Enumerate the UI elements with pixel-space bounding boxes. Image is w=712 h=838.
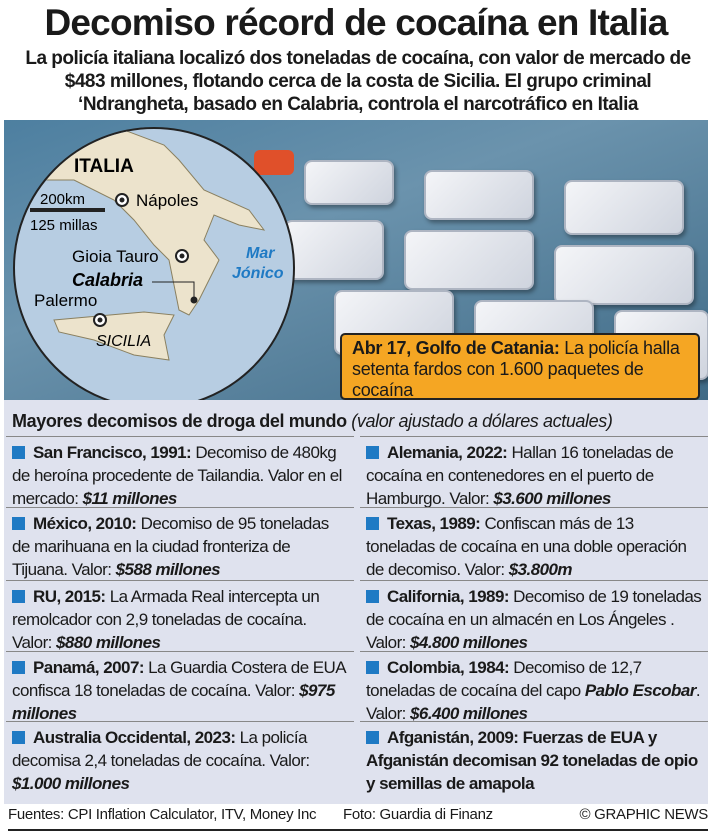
bullet-square-icon — [12, 517, 25, 530]
seizure-item — [360, 580, 708, 658]
footer — [8, 806, 708, 831]
city-napoles: Nápoles — [136, 191, 199, 210]
item-value: $4.800 millones — [410, 633, 528, 652]
item-head: Panamá, 2007: — [33, 658, 144, 677]
bullet-square-icon — [366, 590, 379, 603]
bullet-square-icon — [366, 731, 379, 744]
item-emph: Pablo Escobar — [584, 681, 696, 700]
item-head: México, 2010: — [33, 514, 137, 533]
city-palermo: Palermo — [34, 291, 98, 310]
item-head: Alemania, 2022: — [387, 443, 508, 462]
item-value: $588 millones — [115, 560, 221, 579]
item-value: $11 millones — [82, 489, 177, 508]
section-note: (valor ajustado a dólares actuales) — [351, 411, 613, 431]
bullet-square-icon — [366, 446, 379, 459]
map-label-italia: ITALIA — [74, 156, 134, 177]
item-value: $975 millones — [12, 681, 335, 723]
seizure-item — [6, 721, 354, 799]
item-head: Afganistán, 2009: Fuerzas de EUA y Afganistán decomisan 92 toneladas de opio y semillas de amapola — [366, 728, 698, 793]
item-body: Decomiso de 480kg de heroína procedente de Tailandia. Valor en el mercado: — [12, 443, 342, 508]
item-head: RU, 2015: — [33, 587, 106, 606]
footer-sources: Fuentes: CPI Inflation Calculator, ITV, Money Inc — [8, 806, 317, 823]
item-head: Colombia, 1984: — [387, 658, 510, 677]
item-value: $3.800m — [508, 560, 572, 579]
item-body: La policía decomisa 2,4 toneladas de cocaína. Valor: — [12, 728, 310, 770]
scale-km: 200km — [40, 191, 86, 208]
bullet-square-icon — [12, 731, 25, 744]
item-head: San Francisco, 1991: — [33, 443, 192, 462]
italy-map — [4, 120, 304, 400]
section-heading — [12, 411, 612, 432]
item-head: Texas, 1989: — [387, 514, 481, 533]
callout-text: La policía halla setenta fardos con 1.600 paquetes de cocaína — [352, 338, 680, 400]
seizure-item — [360, 651, 708, 729]
section-title: Mayores decomisos de droga del mundo — [12, 411, 347, 431]
bullet-square-icon — [366, 517, 379, 530]
item-value: $1.000 millones — [12, 774, 130, 793]
item-body: Decomiso de 12,7 toneladas de cocaína del capo — [366, 658, 642, 700]
bullet-square-icon — [12, 446, 25, 459]
city-gioia-tauro: Gioia Tauro — [72, 247, 159, 266]
seizure-item — [360, 721, 708, 799]
scale-mi: 125 millas — [30, 217, 98, 234]
item-value: $6.400 millones — [410, 704, 528, 723]
item-body: Decomiso de 95 toneladas de marihuana en la ciudad fronteriza de Tijuana. Valor: — [12, 514, 329, 579]
item-body2: . Valor: — [366, 681, 700, 723]
item-body: Confiscan más de 13 toneladas de cocaína en una doble operación de decomiso. Valor: — [366, 514, 687, 579]
item-body: La Guardia Costera de EUA confisca 18 toneladas de cocaína. Valor: — [12, 658, 346, 700]
bullet-square-icon — [12, 590, 25, 603]
bullet-square-icon — [12, 661, 25, 674]
sea-label-2: Jónico — [232, 265, 284, 282]
item-body: La Armada Real intercepta un remolcador con 2,9 toneladas de cocaína. Valor: — [12, 587, 320, 652]
page-title: Decomiso récord de cocaína en Italia — [44, 2, 668, 43]
seizure-item — [360, 507, 708, 585]
item-head: California, 1989: — [387, 587, 509, 606]
item-value: $880 millones — [56, 633, 161, 652]
seizure-item — [6, 436, 354, 514]
seizure-item — [6, 580, 354, 658]
item-body: Decomiso de 19 toneladas de cocaína en un almacén en Los Ángeles . Valor: — [366, 587, 702, 652]
seizure-item — [360, 436, 708, 514]
callout-heading: Abr 17, Golfo de Catania: — [352, 338, 560, 358]
subtitle: La policía italiana localizó dos toneladas de cocaína, con valor de mercado de $483 millones, flotando cerca de la costa de Sicilia. El grupo criminal ‘Ndrangheta, basado en Calabria, controla el narcotráfico en Italia — [25, 48, 691, 115]
footer-copyright: © GRAPHIC NEWS — [579, 806, 708, 823]
seizures-panel — [4, 400, 708, 804]
item-body: Hallan 16 toneladas de cocaína en contenedores en el puerto de Hamburgo. Valor: — [366, 443, 674, 508]
item-value: $3.600 millones — [493, 489, 611, 508]
sea-label: Mar — [246, 245, 275, 262]
callout-box — [340, 333, 700, 400]
footer-photo-credit: Foto: Guardia di Finanz — [343, 806, 493, 823]
seizure-item — [6, 507, 354, 585]
island-sicilia: SICILIA — [96, 333, 152, 350]
region-calabria: Calabria — [72, 270, 144, 290]
bullet-square-icon — [366, 661, 379, 674]
seizure-item — [6, 651, 354, 729]
item-head: Australia Occidental, 2023: — [33, 728, 236, 747]
